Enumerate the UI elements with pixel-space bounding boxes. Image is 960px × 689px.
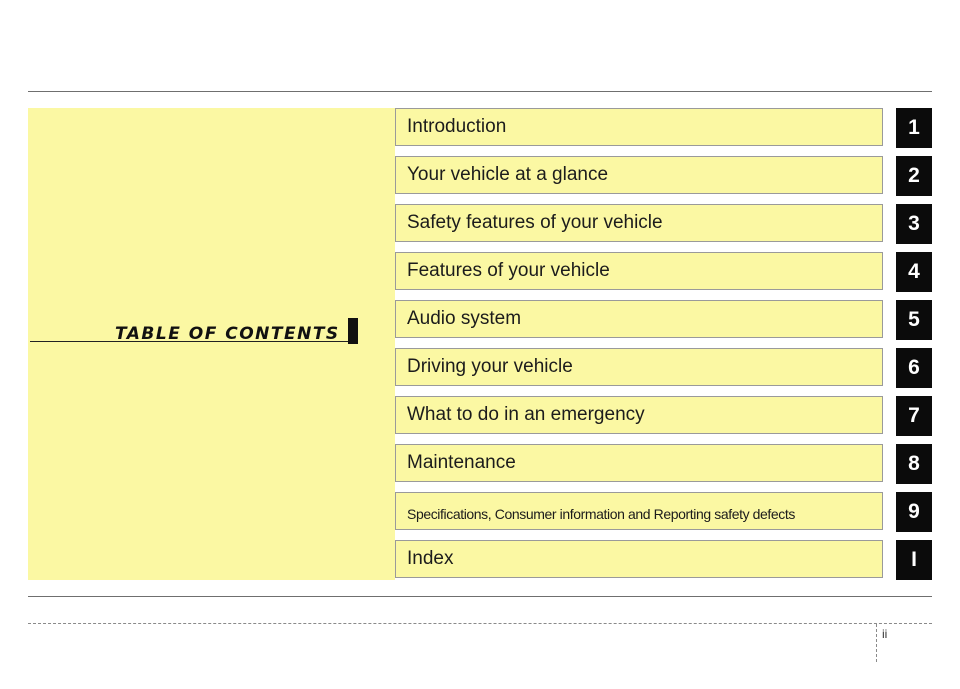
entry-label: Specifications, Consumer information and Reporting safety defects: [407, 506, 795, 522]
chapter-tab[interactable]: 3: [896, 204, 932, 244]
entry-label: Features of your vehicle: [407, 260, 610, 281]
entry-box[interactable]: [395, 396, 883, 434]
chapter-tab[interactable]: 6: [896, 348, 932, 388]
toc-entry-introduction[interactable]: [395, 108, 932, 148]
entry-label: Maintenance: [407, 452, 516, 473]
bottom-divider: [28, 596, 932, 597]
chapter-tab[interactable]: 8: [896, 444, 932, 484]
entry-label: Your vehicle at a glance: [407, 164, 609, 185]
top-divider: [28, 91, 932, 92]
chapter-tab[interactable]: 2: [896, 156, 932, 196]
toc-entry-index[interactable]: [395, 540, 932, 580]
entry-label: Introduction: [407, 116, 507, 137]
title-marker: [348, 318, 358, 344]
entry-label: What to do in an emergency: [407, 404, 645, 425]
entry-label: Index: [407, 548, 454, 569]
chapter-tab[interactable]: 9: [896, 492, 932, 532]
entry-box[interactable]: [395, 204, 883, 242]
toc-entry-features[interactable]: [395, 252, 932, 292]
toc-entry-vehicle-glance[interactable]: [395, 156, 932, 196]
chapter-tab[interactable]: 1: [896, 108, 932, 148]
entry-box[interactable]: [395, 156, 883, 194]
page-number-tick: [876, 624, 877, 662]
entry-box[interactable]: [395, 252, 883, 290]
chapter-tab[interactable]: 4: [896, 252, 932, 292]
chapter-tab[interactable]: I: [896, 540, 932, 580]
entry-box[interactable]: [395, 540, 883, 578]
entry-box[interactable]: [395, 444, 883, 482]
toc-entry-driving[interactable]: [395, 348, 932, 388]
entry-box[interactable]: [395, 300, 883, 338]
toc-entry-specifications[interactable]: [395, 492, 932, 532]
entry-label: Driving your vehicle: [407, 356, 573, 377]
entry-label: Safety features of your vehicle: [407, 212, 663, 233]
footer-dashed-rule: [28, 623, 932, 624]
toc-entry-safety-features[interactable]: [395, 204, 932, 244]
chapter-tab[interactable]: 7: [896, 396, 932, 436]
entry-box[interactable]: [395, 492, 883, 530]
page-title: TABLE OF CONTENTS: [115, 324, 340, 344]
entry-box[interactable]: [395, 108, 883, 146]
toc-entry-emergency[interactable]: [395, 396, 932, 436]
entry-label: Audio system: [407, 308, 522, 329]
toc-entry-maintenance[interactable]: [395, 444, 932, 484]
page-number: ii: [882, 627, 888, 641]
chapter-tab[interactable]: 5: [896, 300, 932, 340]
toc-list: [395, 108, 932, 580]
toc-entry-audio-system[interactable]: [395, 300, 932, 340]
entry-box[interactable]: [395, 348, 883, 386]
title-underline: [30, 341, 348, 342]
